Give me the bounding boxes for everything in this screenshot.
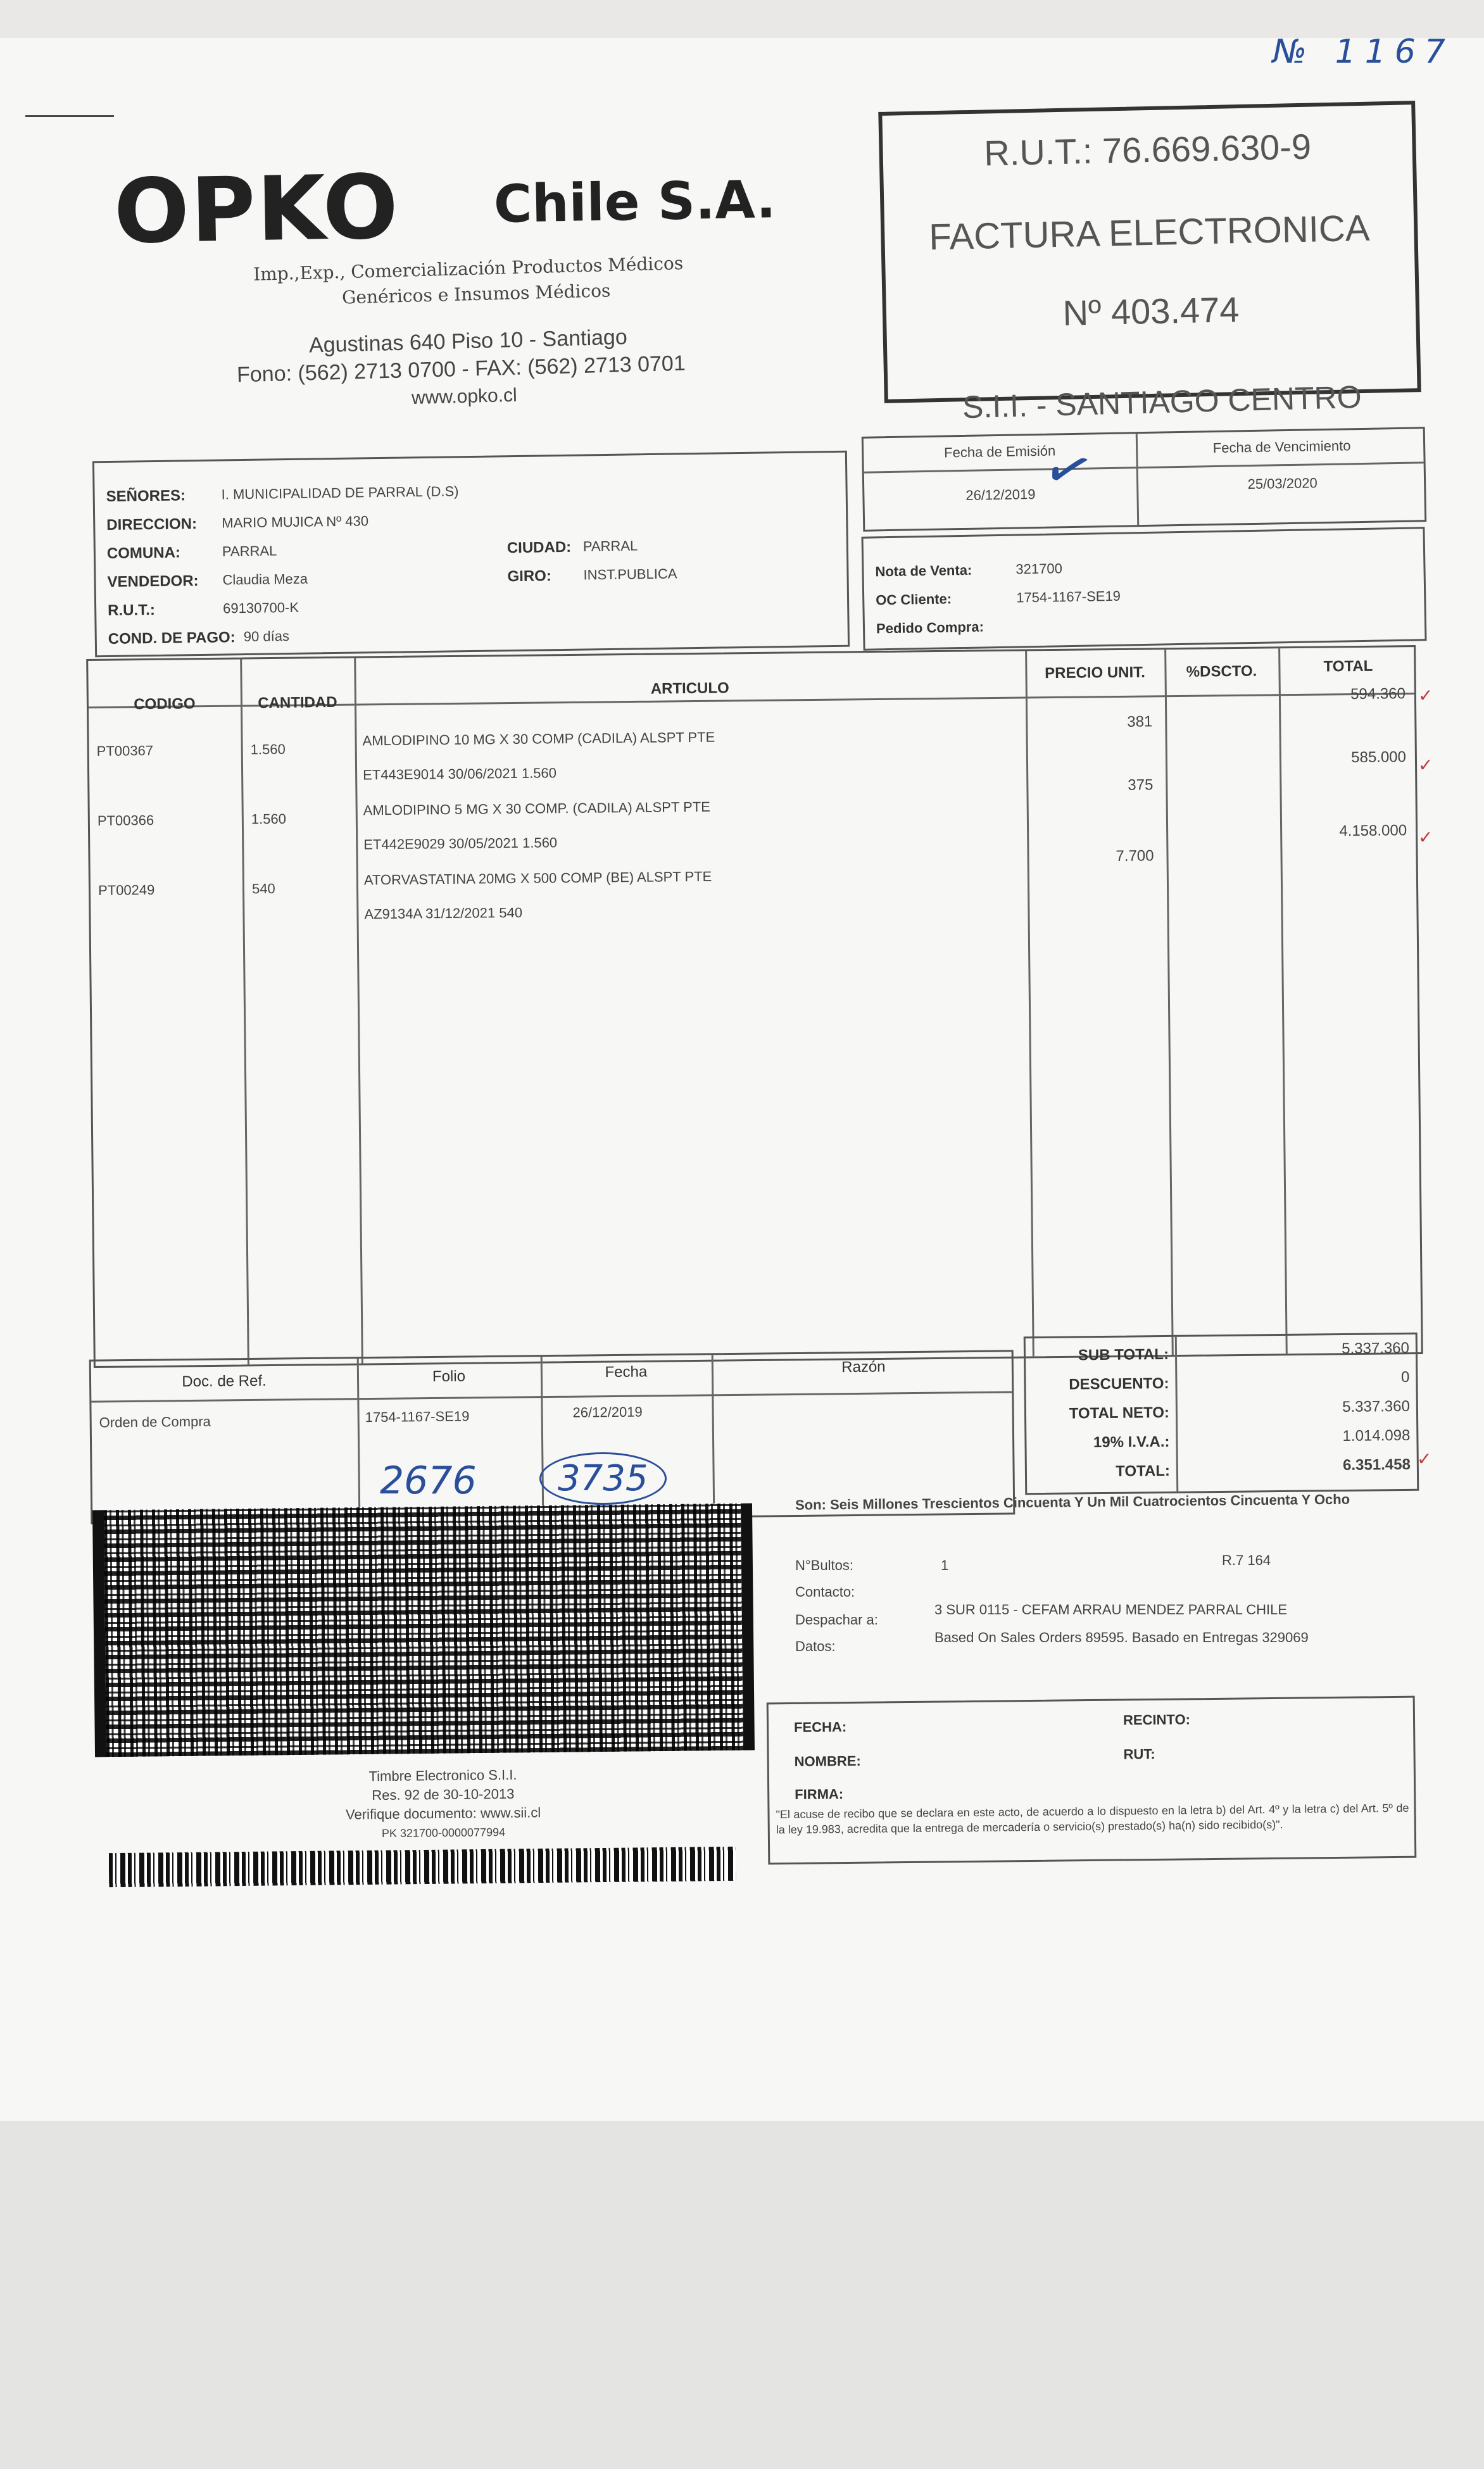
- contacto-label: Contacto:: [795, 1584, 855, 1600]
- emision-label: Fecha de Emisión: [943, 443, 1056, 461]
- client-rut-label: R.U.T.:: [108, 601, 156, 620]
- total-neto-label: TOTAL NETO:: [1069, 1404, 1170, 1423]
- row3-lote: AZ9134A 31/12/2021 540: [364, 904, 523, 922]
- order-box: [861, 527, 1426, 651]
- row1-cantidad: 1.560: [250, 741, 286, 758]
- vencimiento-label: Fecha de Vencimiento: [1212, 437, 1351, 456]
- table-surface: [0, 2121, 1484, 2469]
- timbre-text: [265, 1764, 620, 1844]
- row3-precio: 7.700: [1116, 847, 1154, 865]
- pedido-compra-label: Pedido Compra:: [876, 619, 984, 637]
- ref-col-fecha: Fecha: [605, 1363, 648, 1381]
- descuento-value: 0: [1400, 1368, 1410, 1386]
- client-rut-value: 69130700-K: [222, 599, 299, 617]
- col-articulo: ARTICULO: [650, 679, 729, 698]
- col-precio: PRECIO UNIT.: [1045, 663, 1145, 682]
- col-cantidad: CANTIDAD: [258, 693, 337, 712]
- check-mark-total: ✓: [1417, 1449, 1432, 1469]
- row3-total: 4.158.000: [1339, 822, 1407, 840]
- row1-articulo: AMLODIPINO 10 MG X 30 COMP (CADILA) ALSPT PTE: [362, 729, 715, 749]
- invoice-number: Nº 403.474: [1062, 289, 1240, 333]
- col-descto: %DSCTO.: [1186, 662, 1257, 681]
- company-logo: OPKO: [113, 156, 401, 264]
- descuento-label: DESCUENTO:: [1069, 1374, 1169, 1393]
- totals-box: [1024, 1333, 1419, 1495]
- ref-col-doc: Doc. de Ref.: [182, 1372, 267, 1391]
- sii-office: S.I.I. - SANTIAGO CENTRO: [962, 379, 1362, 425]
- company-web: www.opko.cl: [411, 384, 518, 409]
- ref-fecha-value: 26/12/2019: [572, 1404, 643, 1421]
- despachar-label: Despachar a:: [795, 1612, 878, 1628]
- ruta-value: R.7 164: [1222, 1552, 1271, 1568]
- pago-label: COND. DE PAGO:: [108, 629, 236, 648]
- direccion-value: MARIO MUJICA Nº 430: [222, 513, 369, 531]
- electronic-stamp-barcode: [92, 1504, 755, 1757]
- company-logo-suffix: Chile S.A.: [493, 170, 777, 235]
- comuna-label: COMUNA:: [106, 544, 181, 563]
- receipt-box: [767, 1696, 1417, 1865]
- bultos-label: N°Bultos:: [795, 1557, 853, 1573]
- timbre-line1: Timbre Electronico S.I.I.: [368, 1766, 517, 1785]
- emision-value: 26/12/2019: [965, 486, 1036, 503]
- row3-articulo: ATORVASTATINA 20MG X 500 COMP (BE) ALSPT PTE: [363, 868, 712, 888]
- row1-precio: 381: [1127, 713, 1153, 731]
- row1-codigo: PT00367: [96, 742, 154, 759]
- receipt-fecha-label: FECHA:: [793, 1719, 847, 1735]
- despachar-value: 3 SUR 0115 - CEFAM ARRAU MENDEZ PARRAL CHILE: [934, 1602, 1288, 1618]
- total-neto-value: 5.337.360: [1342, 1397, 1411, 1416]
- invoice-rut: R.U.T.: 76.669.630-9: [983, 126, 1312, 173]
- nota-venta-label: Nota de Venta:: [875, 562, 972, 580]
- client-box: [92, 451, 850, 658]
- ciudad-label: CIUDAD:: [506, 538, 572, 557]
- invoice-title: FACTURA ELECTRONICA: [928, 207, 1371, 258]
- company-activity-line2: Genéricos e Insumos Médicos: [341, 280, 611, 308]
- vendedor-label: VENDEDOR:: [107, 572, 199, 591]
- checkmark-handwritten: ✓: [1034, 430, 1103, 510]
- row2-articulo: AMLODIPINO 5 MG X 30 COMP. (CADILA) ALSPT PTE: [363, 798, 710, 819]
- ref-col-folio: Folio: [432, 1367, 466, 1385]
- check-mark-row1: ✓: [1418, 686, 1433, 705]
- linear-barcode: [109, 1847, 736, 1887]
- row1-lote: ET443E9014 30/06/2021 1.560: [363, 765, 557, 783]
- ref-doc-value: Orden de Compra: [99, 1413, 211, 1431]
- company-activity-line1: Imp.,Exp., Comercialización Productos Médicos: [253, 253, 684, 285]
- datos-value: Based On Sales Orders 89595. Basado en Entregas 329069: [934, 1630, 1309, 1645]
- row2-lote: ET442E9029 30/05/2021 1.560: [363, 834, 558, 853]
- row2-precio: 375: [1128, 776, 1154, 794]
- col-codigo: CODIGO: [134, 695, 196, 713]
- timbre-line3: Verifique documento: www.sii.cl: [345, 1804, 541, 1823]
- datos-label: Datos:: [795, 1638, 836, 1654]
- amount-in-words: Son: Seis Millones Trescientos Cincuenta Y Un Mil Cuatrocientos Cincuenta Y Ocho: [795, 1491, 1350, 1513]
- oc-cliente-label: OC Cliente:: [876, 591, 952, 608]
- receipt-recinto-label: RECINTO:: [1122, 1711, 1191, 1728]
- ciudad-value: PARRAL: [582, 537, 638, 555]
- row2-codigo: PT00366: [97, 812, 154, 829]
- senores-label: SEÑORES:: [106, 487, 186, 506]
- subtotal-value: 5.337.360: [1342, 1339, 1410, 1358]
- receipt-rut-label: RUT:: [1123, 1745, 1155, 1762]
- check-mark-row2: ✓: [1418, 755, 1433, 775]
- col-total: TOTAL: [1323, 657, 1373, 675]
- check-mark-row3: ✓: [1418, 827, 1433, 847]
- row1-total: 594.360: [1350, 685, 1406, 703]
- comuna-value: PARRAL: [222, 543, 277, 560]
- giro-value: INST.PUBLICA: [583, 565, 677, 583]
- ref-folio-value: 1754-1167-SE19: [365, 1408, 470, 1426]
- iva-label: 19% I.V.A.:: [1093, 1433, 1170, 1452]
- total-value: 6.351.458: [1342, 1455, 1411, 1474]
- pago-value: 90 días: [243, 628, 290, 645]
- iva-value: 1.014.098: [1342, 1426, 1411, 1445]
- invoice-id-box: [878, 101, 1421, 403]
- bultos-value: 1: [941, 1557, 949, 1573]
- handwritten-folio-note: 2676: [380, 1459, 477, 1503]
- vendedor-value: Claudia Meza: [222, 570, 308, 588]
- company-address: Agustinas 640 Piso 10 - Santiago: [308, 325, 628, 358]
- row2-total: 585.000: [1351, 748, 1407, 767]
- dates-box: [862, 427, 1426, 532]
- row3-cantidad: 540: [251, 880, 275, 897]
- timbre-line2: Res. 92 de 30-10-2013: [372, 1785, 515, 1804]
- row2-cantidad: 1.560: [251, 810, 287, 827]
- giro-label: GIRO:: [507, 567, 552, 586]
- receipt-firma-label: FIRMA:: [795, 1786, 844, 1802]
- handwritten-number: № 1167: [1273, 33, 1454, 71]
- pen-mark: [25, 115, 114, 117]
- ref-col-razon: Razón: [841, 1358, 886, 1376]
- oc-cliente-value: 1754-1167-SE19: [1016, 587, 1121, 606]
- handwritten-fecha-note: 3735: [539, 1452, 667, 1505]
- receipt-nombre-label: NOMBRE:: [794, 1752, 861, 1769]
- receipt-legal-text: "El acuse de recibo que se declara en este acto, de acuerdo a lo dispuesto en la letra b) del Art. 4º y la letra c) del Art. 5º de la ley 19.983, acredita que la entrega de mercadería o servicio(s) prestado(s) ha(n) sido recibido(s)".: [776, 1801, 1409, 1837]
- company-phone: Fono: (562) 2713 0700 - FAX: (562) 2713 0701: [236, 351, 686, 387]
- direccion-label: DIRECCION:: [106, 515, 198, 534]
- senores-value: I. MUNICIPALIDAD DE PARRAL (D.S): [221, 483, 459, 503]
- nota-venta-value: 321700: [1016, 560, 1063, 577]
- timbre-line4: PK 321700-0000077994: [381, 1825, 506, 1840]
- vencimiento-value: 25/03/2020: [1247, 475, 1317, 493]
- subtotal-label: SUB TOTAL:: [1078, 1345, 1169, 1364]
- items-table: [86, 645, 1423, 1368]
- total-label: TOTAL:: [1116, 1462, 1171, 1480]
- row3-codigo: PT00249: [97, 881, 155, 898]
